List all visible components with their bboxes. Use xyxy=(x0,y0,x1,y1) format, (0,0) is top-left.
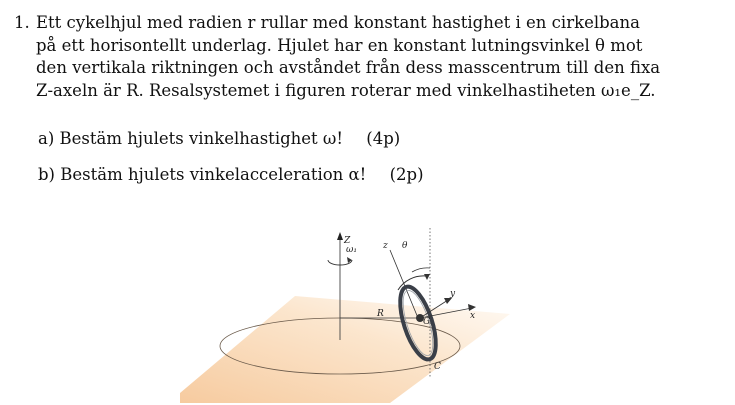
wheel-figure xyxy=(180,218,540,403)
problem-line: Ett cykelhjul med radien r rullar med konstant hastighet i en cirkelbana xyxy=(36,13,640,32)
z-axis-label: Z xyxy=(344,236,351,246)
center-label: G xyxy=(423,317,431,327)
floor-plane xyxy=(180,296,510,403)
problem-text xyxy=(36,12,714,102)
problem-line: på ett horisontellt underlag. Hjulet har en konstant lutningsvinkel θ mot xyxy=(36,35,643,55)
x-axis-label: x xyxy=(470,311,476,321)
omega-label: ω₁ xyxy=(346,245,357,255)
problem-line: den vertikala riktningen och avståndet från dess masscentrum till den fixa xyxy=(36,58,661,77)
question-a-points: (4p) xyxy=(366,129,401,148)
question-b xyxy=(38,164,424,186)
question-a xyxy=(38,128,400,150)
z-axis-arrowhead xyxy=(337,232,343,240)
radius-label: R xyxy=(377,309,384,319)
theta-label: θ xyxy=(402,241,408,251)
question-a-text: a) Bestäm hjulets vinkelhastighet ω! xyxy=(38,129,344,148)
problem-number: 1. xyxy=(14,13,30,32)
problem-line: Z-axeln är R. Resalsystemet i figuren roterar med vinkelhastiheten ω₁e_Z. xyxy=(36,80,656,100)
question-b-text: b) Bestäm hjulets vinkelacceleration α! xyxy=(38,165,367,184)
x-axis-arrowhead xyxy=(468,304,476,311)
local-z-label: z xyxy=(383,241,388,251)
question-b-points: (2p) xyxy=(389,165,424,184)
y-axis-label: y xyxy=(450,289,456,299)
theta-arc xyxy=(412,268,430,272)
figure-svg xyxy=(180,218,540,403)
contact-label: C xyxy=(434,362,441,372)
wheel-direction-arrowhead xyxy=(424,274,430,280)
problem-statement xyxy=(14,12,714,102)
